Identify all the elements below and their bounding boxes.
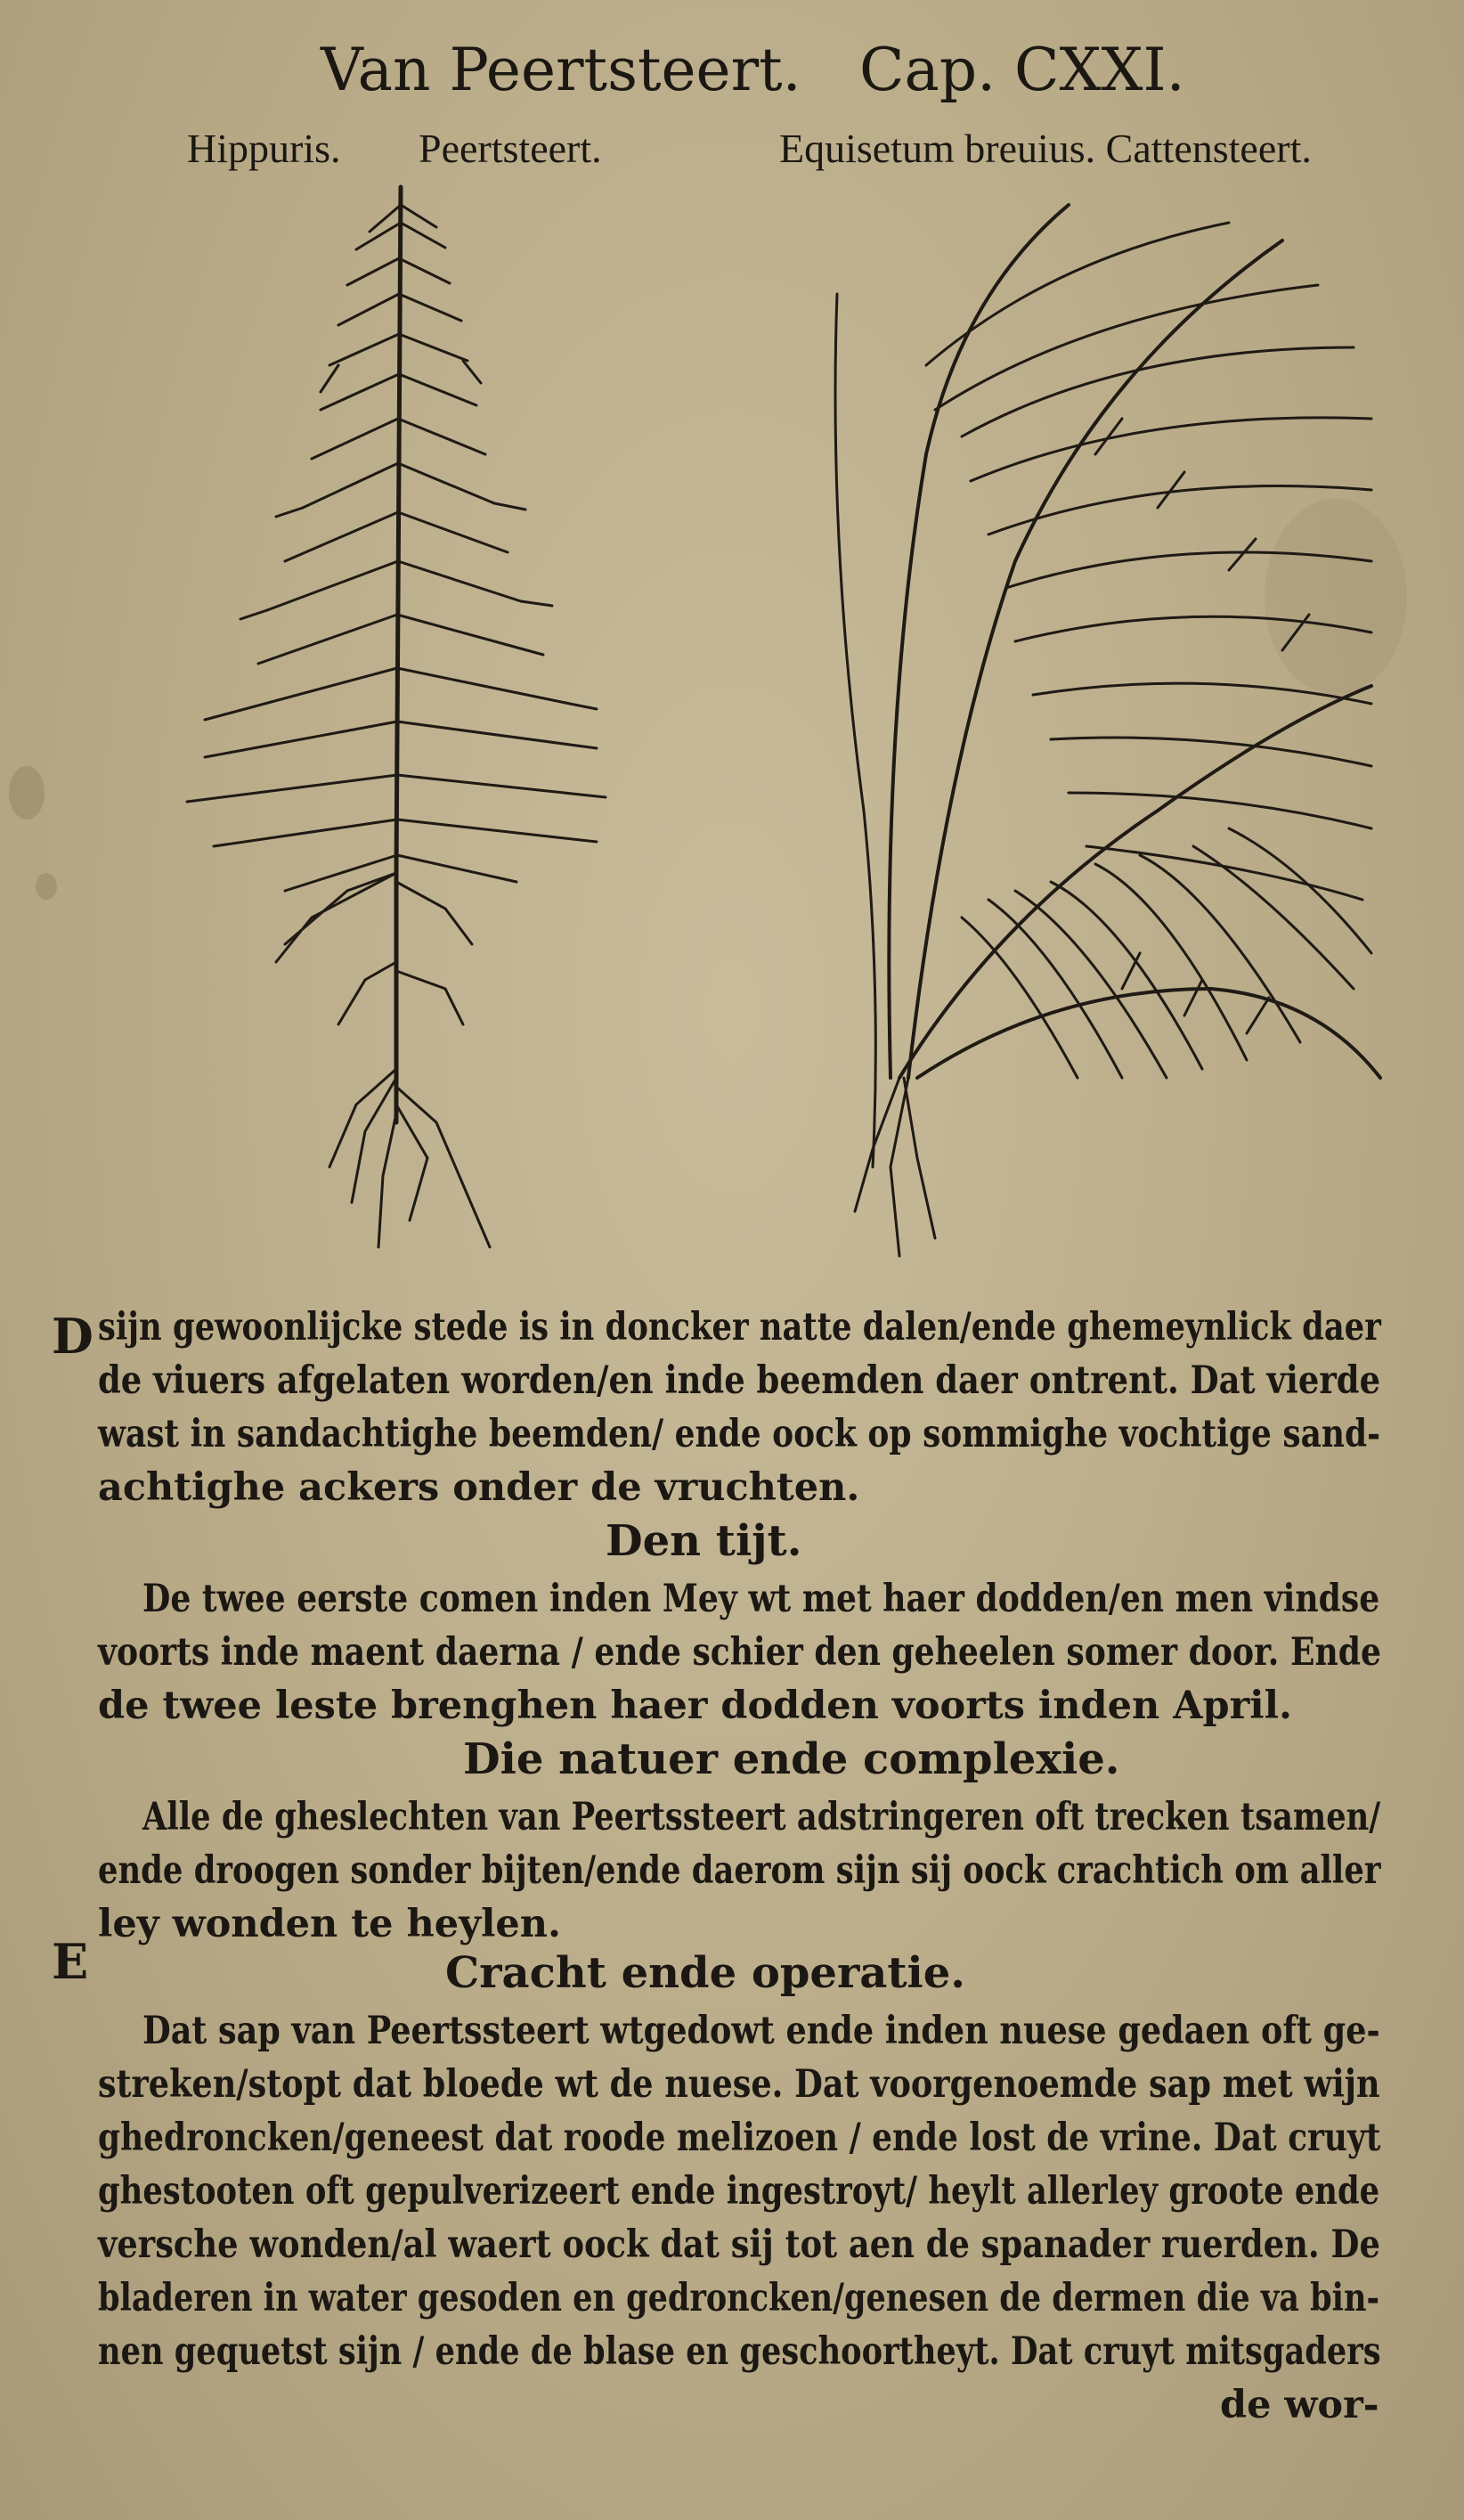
text-line: bladeren in water gesoden en gedroncken/genesen de dermen die va bin- xyxy=(98,2276,1380,2320)
text-line: ende droogen sonder bijten/ende daerom sijn sij oock crachtich om aller xyxy=(98,1848,1381,1893)
text-line: ley wonden te heylen. xyxy=(98,1902,561,1946)
margin-letter-d: D xyxy=(52,1308,94,1365)
margin-letter-e: E xyxy=(52,1933,89,1990)
text-line: ghestooten oft gepulverizeert ende ingestroyt/ heylt allerley groote ende xyxy=(98,2169,1380,2214)
chapter-number: Cap. CXXI. xyxy=(859,36,1185,104)
text-line: ghedroncken/geneest dat roode melizoen / ende lost de vrine. Dat cruyt xyxy=(98,2116,1381,2160)
text-line: achtighe ackers onder de vruchten. xyxy=(98,1465,860,1510)
text-line: Dat sap van Peertssteert wtgedowt ende inden nuese gedaen oft ge- xyxy=(142,2009,1380,2053)
caption-dutch-peertsteert: Peertsteert. xyxy=(419,126,602,171)
text-line: streken/stopt dat bloede wt de nuese. Dat voorgenoemde sap met wijn xyxy=(98,2062,1380,2107)
equisetum-woodcut-illustration xyxy=(784,187,1389,1265)
text-line: de viuers afgelaten worden/en inde beemden daer ontrent. Dat vierde xyxy=(98,1358,1381,1403)
text-line: de twee leste brenghen haer dodden voorts inden April. xyxy=(98,1684,1292,1728)
section-heading-den-tijt: Den tijt. xyxy=(606,1516,802,1566)
section-heading-natuer: Die natuer ende complexie. xyxy=(463,1734,1120,1784)
body-text xyxy=(98,1301,1380,2459)
hippuris-woodcut-illustration xyxy=(178,178,623,1265)
caption-equisetum: Equisetum breuius. Cattensteert. xyxy=(779,126,1312,171)
text-line: versche wonden/al waert oock dat sij tot aen de spanader ruerden. De xyxy=(98,2222,1380,2267)
text-line: sijn gewoonlijcke stede is in doncker natte dalen/ende ghemeynlick daer xyxy=(98,1305,1381,1350)
catchword: de wor- xyxy=(1220,2383,1379,2427)
running-head-title: Van Peertsteert. xyxy=(321,36,801,104)
text-line: De twee eerste comen inden Mey wt met haer dodden/en men vindse xyxy=(142,1577,1380,1621)
section-heading-cracht: Cracht ende operatie. xyxy=(445,1948,966,1998)
caption-latin-hippuris: Hippuris. xyxy=(187,126,341,171)
text-line: wast in sandachtighe beemden/ ende oock op sommighe vochtige sand- xyxy=(98,1412,1381,1456)
text-line: voorts inde maent daerna / ende schier den geheelen somer door. Ende xyxy=(98,1630,1381,1675)
text-line: Alle de gheslechten van Peertssteert adstringeren oft trecken tsamen/ xyxy=(142,1795,1381,1839)
text-line: nen gequetst sijn / ende de blase en geschoortheyt. Dat cruyt mitsgaders xyxy=(98,2329,1381,2374)
